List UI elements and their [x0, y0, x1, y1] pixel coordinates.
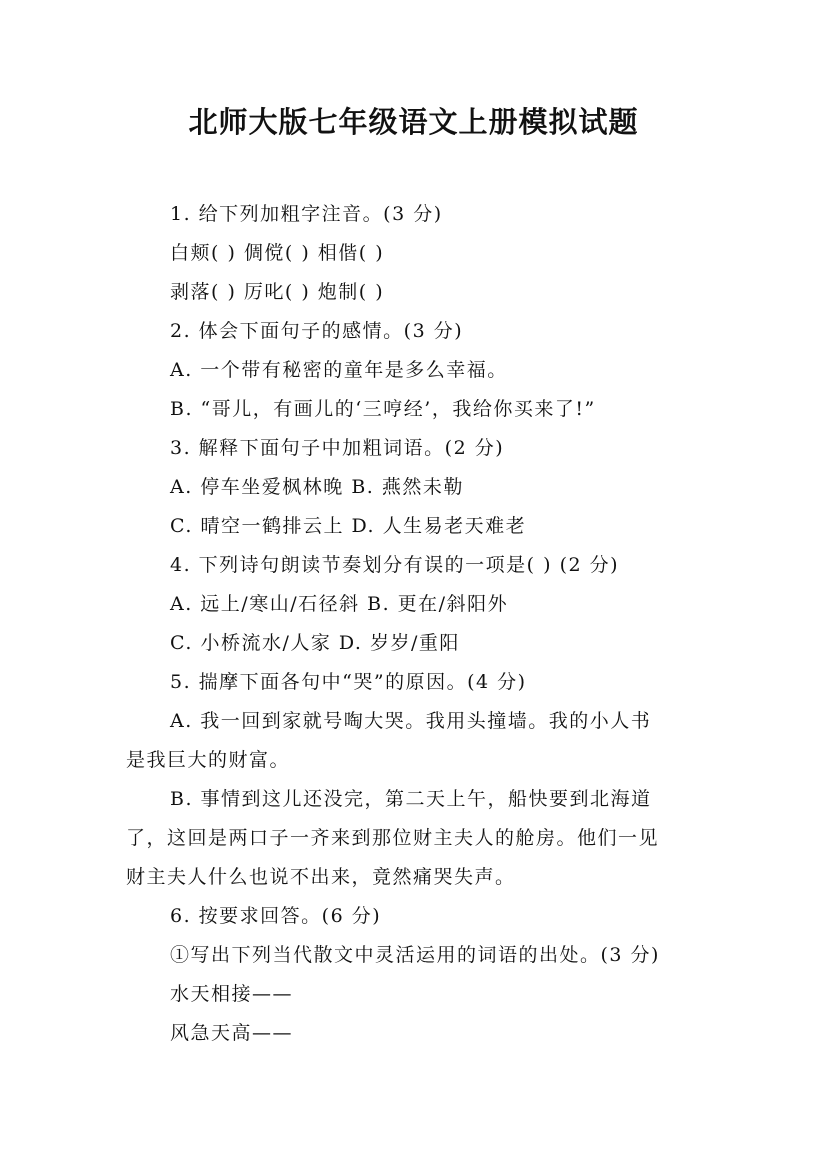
question-6-part-1: ①写出下列当代散文中灵活运用的词语的出处。(3 分) [170, 944, 660, 966]
question-1-row-2: 剥落( ) 厉叱( ) 炮制( ) [170, 281, 385, 303]
question-2-stem: 2. 体会下面句子的感情。(3 分) [170, 320, 464, 342]
question-5-stem: 5. 揣摩下面各句中“哭”的原因。(4 分) [170, 671, 527, 693]
question-6-item-1: 水天相接—— [170, 983, 294, 1005]
document-title: 北师大版七年级语文上册模拟试题 [188, 105, 639, 139]
question-2-option-a: A. 一个带有秘密的童年是多么幸福。 [170, 359, 508, 381]
question-3-options-cd: C. 晴空一鹤排云上 D. 人生易老天难老 [170, 515, 527, 537]
question-4-options-cd: C. 小桥流水/人家 D. 岁岁/重阳 [170, 632, 460, 654]
question-3-stem: 3. 解释下面句子中加粗词语。(2 分) [170, 437, 505, 459]
question-1-stem: 1. 给下列加粗字注音。(3 分) [170, 203, 443, 225]
question-5-option-a-line-2: 是我巨大的财富。 [126, 749, 291, 771]
question-5-option-a-line-1: A. 我一回到家就号啕大哭。我用头撞墙。我的小人书 [170, 710, 652, 732]
question-5-option-b-line-1: B. 事情到这儿还没完，第二天上午，船快要到北海道 [170, 788, 652, 810]
question-3-options-ab: A. 停车坐爱枫林晚 B. 燕然未勒 [170, 476, 464, 498]
question-6-item-2: 风急天高—— [170, 1022, 294, 1044]
question-4-options-ab: A. 远上/寒山/石径斜 B. 更在/斜阳外 [170, 593, 509, 615]
question-1-row-1: 白颊( ) 倜傥( ) 相偕( ) [170, 242, 385, 264]
question-5-option-b-line-2: 了，这回是两口子一齐来到那位财主夫人的舱房。他们一见 [126, 827, 660, 849]
question-4-stem: 4. 下列诗句朗读节奏划分有误的一项是( ) (2 分) [170, 554, 620, 576]
question-2-option-b: B. “哥儿，有画儿的‘三哼经’，我给你买来了!” [170, 398, 596, 420]
question-6-stem: 6. 按要求回答。(6 分) [170, 905, 382, 927]
question-5-option-b-line-3: 财主夫人什么也说不出来，竟然痛哭失声。 [126, 866, 516, 888]
